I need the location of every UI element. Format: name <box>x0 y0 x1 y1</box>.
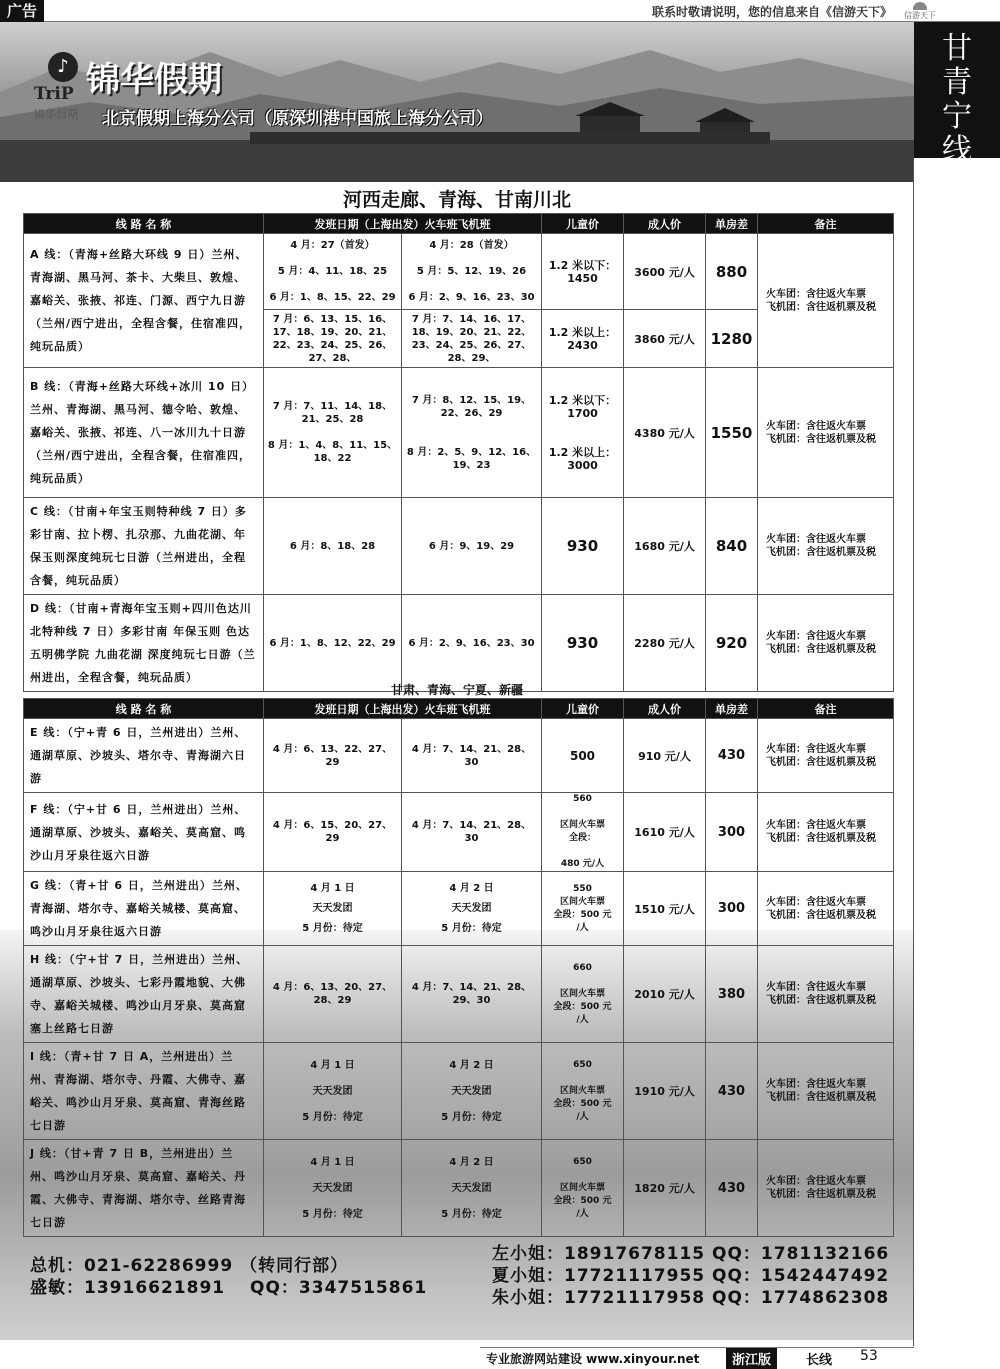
contact-line: 夏小姐：17721117955 QQ：1542447492 <box>492 1266 890 1286</box>
plane-dates: 4 月：7、14、21、28、30 <box>402 793 542 872</box>
adult-price: 2280 元/人 <box>624 595 706 692</box>
table-row <box>24 1043 894 1140</box>
brand-sub: 锦华假期 <box>34 108 78 121</box>
child-price: 1.2 米以下： 1700 1.2 米以上： 3000 <box>542 368 624 498</box>
table-row <box>24 498 894 595</box>
route-g: G 线：（青+甘 6 日，兰州进出）兰州、青海湖、塔尔寺、嘉峪关城楼、莫高窟、鸣沙山月牙泉往返六日游 <box>24 872 264 946</box>
train-dates: 4 月：6、13、22、27、29 <box>264 719 402 793</box>
plane-dates: 6 月：9、19、29 <box>402 498 542 595</box>
plane-dates: 4 月 2 日 天天发团 5 月份：待定 <box>402 872 542 946</box>
adult-price: 3860 元/人 <box>624 310 706 368</box>
route-i: I 线：（青+甘 7 日 A，兰州进出）兰州、青海湖、塔尔寺、丹霞、大佛寺、嘉峪关、鸣沙山月牙泉、莫高窟、青海丝路七日游 <box>24 1043 264 1140</box>
train-dates: 7 月：7、11、14、18、21、25、28 8 月：1、4、8、11、15、18、22 <box>264 368 402 498</box>
remark: 火车团：含往返火车票 飞机团：含往返机票及税 <box>758 595 894 692</box>
plane-dates: 7 月：7、14、16、17、18、19、20、21、22、23、24、25、26、27、28、29、 <box>402 310 542 368</box>
remark: 火车团：含往返火车票 飞机团：含往返机票及税 <box>758 719 894 793</box>
remark: 火车团：含往返火车票 飞机团：含往返机票及税 <box>758 368 894 498</box>
child-price: 930 <box>542 498 624 595</box>
section-title-1: 河西走廊、青海、甘南川北 <box>342 189 571 211</box>
single-supplement: 1550 <box>706 368 758 498</box>
single-supplement: 380 <box>706 946 758 1043</box>
plane-dates: 7 月：8、12、15、19、22、26、29 8 月：2、5、9、12、16、19、23 <box>402 368 542 498</box>
contact-line: 左小姐：18917678115 QQ：1781132166 <box>492 1244 890 1264</box>
route-e: E 线：（宁+青 6 日，兰州进出）兰州、通湖草原、沙坡头、塔尔寺、青海湖六日游 <box>24 719 264 793</box>
table-header: 线 路 名 称 发班日期（上海出发）火车班飞机班 儿童价 成人价 单房差 备注 <box>24 699 894 719</box>
table-row <box>24 1140 894 1237</box>
child-price: 650 区间火车票 全段：500 元 /人 <box>542 1140 624 1237</box>
table-row <box>24 946 894 1043</box>
ad-tag: 广告 <box>0 0 44 22</box>
region-tab: 甘 青 宁 线 <box>914 22 1000 158</box>
footer-site: 专业旅游网站建设 www.xinyour.net <box>486 1352 700 1366</box>
section-title-2: 甘肃、青海、宁夏、新疆 <box>390 683 523 697</box>
adult-price: 2010 元/人 <box>624 946 706 1043</box>
plane-dates: 4 月：28（首发） 5 月：5、12、19、26 6 月：2、9、16、23、30 <box>402 234 542 310</box>
plane-dates: 4 月 2 日 天天发团 5 月份：待定 <box>402 1140 542 1237</box>
single-supplement: 430 <box>706 719 758 793</box>
plane-dates: 4 月：7、14、21、28、29、30 <box>402 946 542 1043</box>
magazine-logo: 信游天下 <box>900 2 940 20</box>
remark: 火车团：含往返火车票 飞机团：含往返机票及税 <box>758 234 894 368</box>
train-dates: 4 月：6、15、20、27、29 <box>264 793 402 872</box>
train-dates: 6 月：1、8、12、22、29 <box>264 595 402 692</box>
plane-dates: 4 月 2 日 天天发团 5 月份：待定 <box>402 1043 542 1140</box>
table-row <box>24 368 894 498</box>
table-row <box>24 234 894 310</box>
plane-dates: 4 月：7、14、21、28、30 <box>402 719 542 793</box>
child-price: 1.2 米以上： 2430 <box>542 310 624 368</box>
adult-price: 1680 元/人 <box>624 498 706 595</box>
brand-logo-icon: ♪ <box>48 52 78 82</box>
remark: 火车团：含往返火车票 飞机团：含往返机票及税 <box>758 1140 894 1237</box>
route-j: J 线：（甘+青 7 日 B，兰州进出）兰州、鸣沙山月牙泉、莫高窟、嘉峪关、丹霞、大佛寺、青海湖、塔尔寺、丝路青海七日游 <box>24 1140 264 1237</box>
footer-edition: 浙江版 <box>726 1348 777 1369</box>
brand-name: 锦华假期 <box>86 60 222 100</box>
contact-right <box>492 1243 889 1309</box>
brand-trip: TriP <box>34 84 74 104</box>
route-table-2 <box>23 698 894 1237</box>
child-price: 1.2 米以下： 1450 <box>542 234 624 310</box>
route-h: H 线：（宁+甘 7 日，兰州进出）兰州、通湖草原、沙坡头、七彩丹霞地貌、大佛寺、嘉峪关城楼、鸣沙山月牙泉、莫高窟塞上丝路七日游 <box>24 946 264 1043</box>
table-header: 线 路 名 称 发班日期（上海出发）火车班飞机班 儿童价 成人价 单房差 备注 <box>24 214 894 234</box>
child-price: 650 区间火车票 全段：500 元 /人 <box>542 1043 624 1140</box>
train-dates: 7 月：6、13、15、16、17、18、19、20、21、22、23、24、25、26、27、28、 <box>264 310 402 368</box>
child-price: 550 区间火车票 全段：500 元 /人 <box>542 872 624 946</box>
contact-line: 盛敏：13916621891 QQ：3347515861 <box>30 1278 428 1298</box>
single-supplement: 300 <box>706 793 758 872</box>
landscape-illustration <box>0 22 914 182</box>
footer-line: 长线 <box>806 1353 833 1368</box>
adult-price: 3600 元/人 <box>624 234 706 310</box>
adult-price: 1910 元/人 <box>624 1043 706 1140</box>
source-notice: 联系时敬请说明，您的信息来自《信游天下》 <box>651 5 892 19</box>
adult-price: 910 元/人 <box>624 719 706 793</box>
remark: 火车团：含往返火车票 飞机团：含往返机票及税 <box>758 498 894 595</box>
train-dates: 4 月 1 日 天天发团 5 月份：待定 <box>264 1140 402 1237</box>
child-price: 660 区间火车票 全段：500 元 /人 <box>542 946 624 1043</box>
adult-price: 1820 元/人 <box>624 1140 706 1237</box>
single-supplement: 430 <box>706 1140 758 1237</box>
brand-company: 北京假期上海分公司（原深圳港中国旅上海分公司） <box>102 109 493 129</box>
train-dates: 4 月 1 日 天天发团 5 月份：待定 <box>264 872 402 946</box>
route-d: D 线：（甘南+青海年宝玉则+四川色达川北特种线 7 日）多彩甘南 年保玉则 色达五明佛学院 九曲花湖 深度纯玩七日游（兰州进出，全程含餐，纯玩品质） <box>24 595 264 692</box>
route-a: A 线：（青海+丝路大环线 9 日）兰州、青海湖、黑马河、茶卡、大柴旦、敦煌、嘉峪关、张掖、祁连、门源、西宁九日游（兰州/西宁进出，全程含餐，住宿准四，纯玩品质） <box>24 234 264 368</box>
remark: 火车团：含往返火车票 飞机团：含往返机票及税 <box>758 1043 894 1140</box>
switchboard-line: 总机：021-62286999 （转同行部） <box>30 1256 349 1276</box>
sun-icon <box>913 2 927 10</box>
single-supplement: 300 <box>706 872 758 946</box>
single-supplement: 920 <box>706 595 758 692</box>
footer <box>480 1347 914 1366</box>
table-row <box>24 719 894 793</box>
child-price: 930 <box>542 595 624 692</box>
train-dates: 4 月：27（首发） 5 月：4、11、18、25 6 月：1、8、15、22、29 <box>264 234 402 310</box>
child-price: 500 <box>542 719 624 793</box>
remark: 火车团：含往返火车票 飞机团：含往返机票及税 <box>758 872 894 946</box>
table-row <box>24 595 894 692</box>
contact-left <box>30 1255 427 1299</box>
route-b: B 线：（青海+丝路大环线+冰川 10 日）兰州、青海湖、黑马河、德令哈、敦煌、嘉峪关、张掖、祁连、八一冰川九十日游（兰州/西宁进出，全程含餐，住宿准四，纯玩品质） <box>24 368 264 498</box>
remark: 火车团：含往返火车票 飞机团：含往返机票及税 <box>758 793 894 872</box>
route-table-1 <box>23 213 894 692</box>
adult-price: 1610 元/人 <box>624 793 706 872</box>
single-supplement: 430 <box>706 1043 758 1140</box>
page-number: 53 <box>860 1348 878 1364</box>
adult-price: 4380 元/人 <box>624 368 706 498</box>
plane-dates: 6 月：2、9、16、23、30 <box>402 595 542 692</box>
header-banner <box>0 22 914 182</box>
adult-price: 1510 元/人 <box>624 872 706 946</box>
top-bar <box>0 0 1000 22</box>
single-supplement: 1280 <box>706 310 758 368</box>
table-row <box>24 872 894 946</box>
contact-line: 朱小姐：17721117958 QQ：1774862308 <box>492 1288 890 1308</box>
single-supplement: 840 <box>706 498 758 595</box>
child-price: 560 区间火车票 全段： 480 元/人 <box>542 793 624 872</box>
remark: 火车团：含往返火车票 飞机团：含往返机票及税 <box>758 946 894 1043</box>
page-edge-line <box>913 160 914 1346</box>
route-c: C 线：（甘南+年宝玉则特种线 7 日）多彩甘南、拉卜楞、扎尕那、九曲花湖、年保玉则深度纯玩七日游（兰州进出，全程含餐，纯玩品质） <box>24 498 264 595</box>
route-f: F 线：（宁+甘 6 日，兰州进出）兰州、通湖草原、沙坡头、嘉峪关、莫高窟、鸣沙山月牙泉往返六日游 <box>24 793 264 872</box>
table-row <box>24 793 894 872</box>
train-dates: 4 月 1 日 天天发团 5 月份：待定 <box>264 1043 402 1140</box>
train-dates: 4 月：6、13、20、27、28、29 <box>264 946 402 1043</box>
train-dates: 6 月：8、18、28 <box>264 498 402 595</box>
single-supplement: 880 <box>706 234 758 310</box>
